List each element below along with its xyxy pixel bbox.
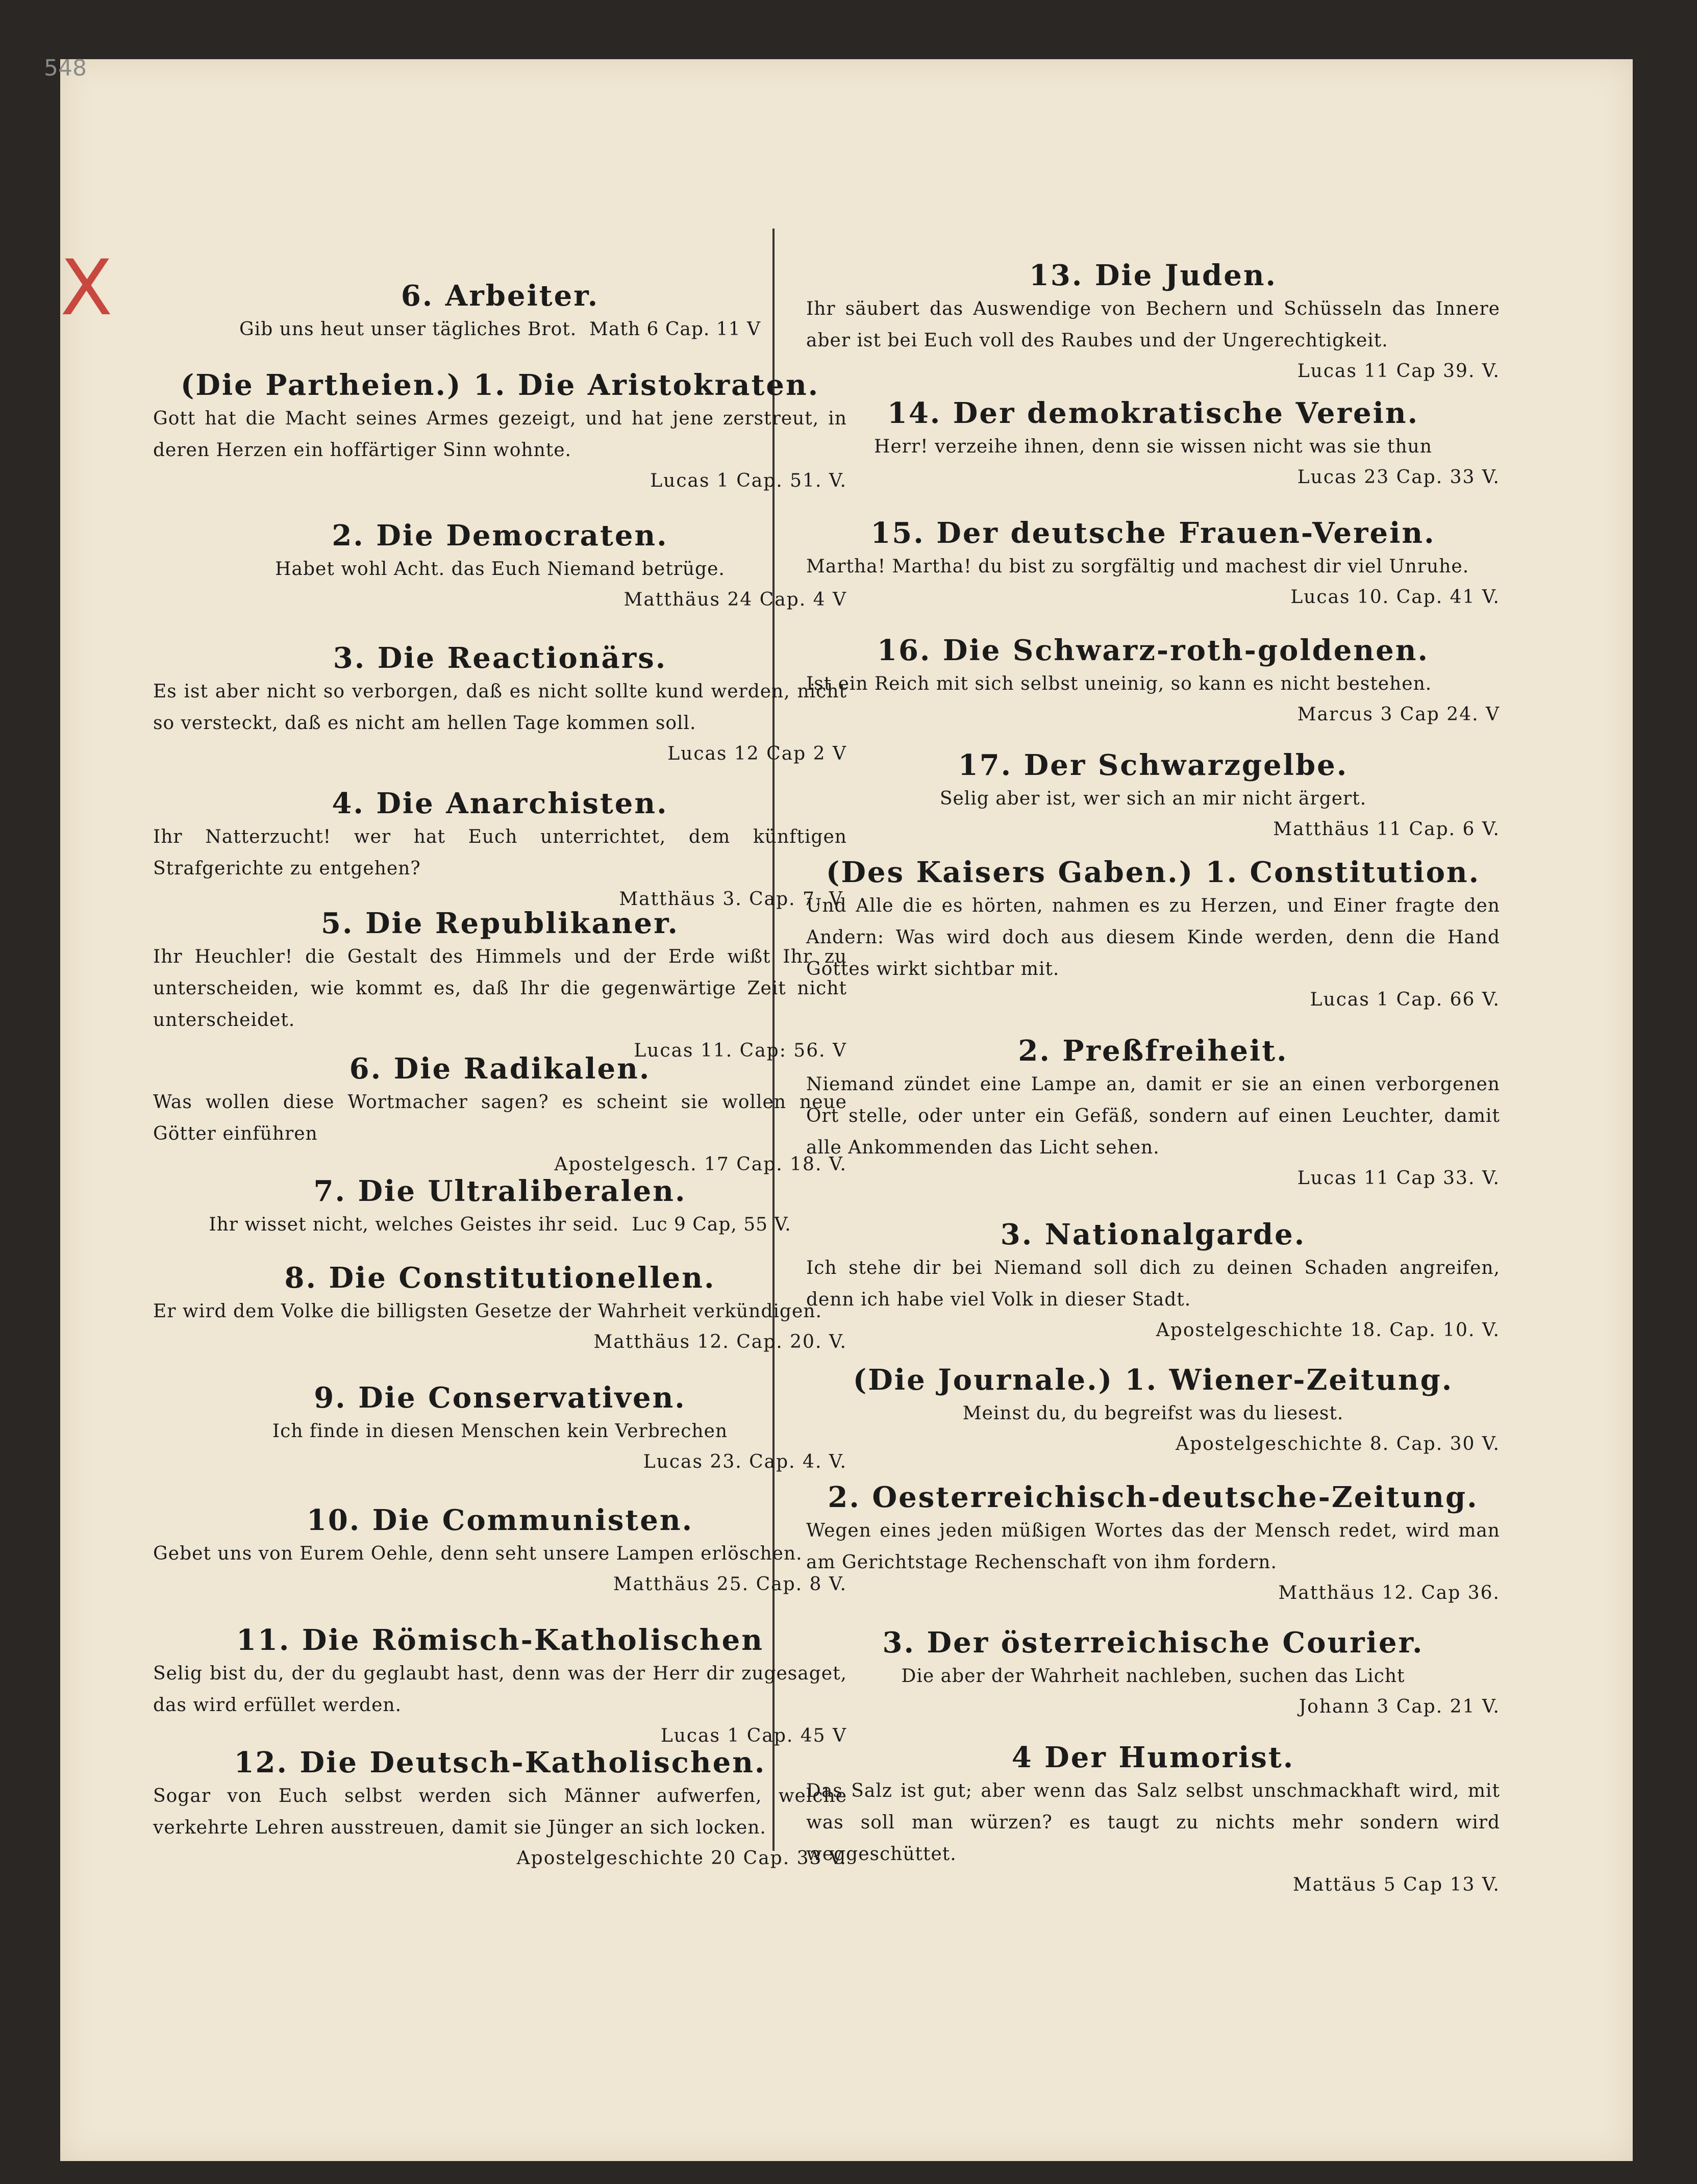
entry-text: Sogar von Euch selbst werden sich Männer aufwerfen, welche verkehrte Lehren ausstreuen, damit sie Jünger an sich locken. xyxy=(153,1786,847,1838)
entry-reference: Apostelgeschichte 8. Cap. 30 V. xyxy=(1176,1434,1500,1454)
entry-heading: 14. Der demokratische Verein. xyxy=(887,396,1419,430)
entry-reference: Lucas 1 Cap. 45 V xyxy=(660,1725,847,1746)
entry-reference: Matthäus 25. Cap. 8 V. xyxy=(613,1574,847,1595)
entry-reference: Marcus 3 Cap 24. V xyxy=(1297,704,1500,725)
entry-radikalen xyxy=(153,1051,847,1179)
entry-constitution xyxy=(806,855,1500,1015)
entry-heading: 6. Arbeiter. xyxy=(401,279,600,313)
entry-reference: Lucas 11 Cap 33. V. xyxy=(1297,1168,1500,1189)
entry-reference: Lucas 11 Cap 39. V. xyxy=(1297,361,1500,382)
entry-text: Ihr wisset nicht, welches Geistes ihr seid. xyxy=(209,1214,619,1235)
entry-reference: Matthäus 11 Cap. 6 V. xyxy=(1273,819,1500,840)
entry-reference: Lucas 10. Cap. 41 V. xyxy=(1290,587,1500,608)
entry-reference: Johann 3 Cap. 21 V. xyxy=(1299,1696,1500,1717)
entry-frauen-verein xyxy=(806,515,1500,612)
entry-reference: Apostelgeschichte 20 Cap. 33 V. xyxy=(516,1848,847,1869)
entry-anarchisten xyxy=(153,786,847,914)
entry-heading: 2. Oesterreichisch-deutsche-Zeitung. xyxy=(828,1480,1479,1514)
entry-text: Es ist aber nicht so verborgen, daß es nicht sollte kund werden, nicht so versteckt, daß es nicht am hellen Tage kommen soll. xyxy=(153,681,847,734)
entry-text: Er wird dem Volke die billigsten Gesetze der Wahrheit verkündigen. xyxy=(153,1301,822,1322)
entry-reference: Matthäus 3. Cap. 7. V. xyxy=(619,889,847,910)
entry-oesterreichisch-deutsche-zeitung xyxy=(806,1479,1500,1608)
entry-democraten xyxy=(153,518,847,615)
entry-text: Gott hat die Macht seines Armes gezeigt, und hat jene zerstreut, in deren Herzen ein hoffärtiger Sinn wohnte. xyxy=(153,408,847,461)
entry-heading: 10. Die Communisten. xyxy=(306,1503,694,1537)
entry-text: Was wollen diese Wortmacher sagen? es scheint sie wollen neue Götter einführen xyxy=(153,1092,847,1144)
entry-heading: 9. Die Conservativen. xyxy=(314,1381,686,1415)
entry-heading: 15. Der deutsche Frauen-Verein. xyxy=(870,516,1436,550)
entry-heading: 16. Die Schwarz-roth-goldenen. xyxy=(877,634,1429,667)
entry-ultraliberalen xyxy=(153,1173,847,1241)
entry-text: Ihr Natterzucht! wer hat Euch unterrichtet, dem künftigen Strafgerichte zu entgehen? xyxy=(153,826,847,879)
entry-text: Selig aber ist, wer sich an mir nicht ärgert. xyxy=(939,788,1367,809)
entry-text: Niemand zündet eine Lampe an, damit er sie an einen verborgenen Ort stelle, oder unter ein Gefäß, sondern auf einen Leuchter, damit alle Ankommenden das Licht sehen. xyxy=(806,1074,1500,1158)
entry-nationalgarde xyxy=(806,1217,1500,1345)
entry-conservativen xyxy=(153,1380,847,1477)
entry-demokratischer-verein xyxy=(806,395,1500,492)
entry-heading: 3. Die Reactionärs. xyxy=(333,641,667,675)
entry-reactionaers xyxy=(153,640,847,769)
entry-juden xyxy=(806,258,1500,386)
entry-constitutionellen xyxy=(153,1260,847,1357)
entry-heading: 13. Die Juden. xyxy=(1029,259,1278,292)
entry-text: Habet wohl Acht. das Euch Niemand betrüge. xyxy=(275,559,725,580)
entry-text: Ist ein Reich mit sich selbst uneinig, so kann es nicht bestehen. xyxy=(806,673,1432,694)
entry-reference: Matthäus 24 Cap. 4 V xyxy=(623,589,847,610)
entry-text: Herr! verzeihe ihnen, denn sie wissen nicht was sie thun xyxy=(874,436,1432,457)
entry-heading: 7. Die Ultraliberalen. xyxy=(313,1174,687,1208)
entry-text: Ihr säubert das Auswendige von Bechern und Schüsseln das Innere aber ist bei Euch voll des Raubes und der Ungerechtigkeit. xyxy=(806,298,1500,351)
entry-aristokraten xyxy=(153,367,847,496)
entry-reference: Lucas 23 Cap. 33 V. xyxy=(1297,467,1500,488)
entry-oesterreichische-courier xyxy=(806,1625,1500,1722)
entry-schwarzgelbe xyxy=(806,747,1500,844)
entry-text: Das Salz ist gut; aber wenn das Salz selbst unschmackhaft wird, mit was soll man würzen? es taugt zu nichts mehr sondern wird weggeschüttet. xyxy=(806,1780,1500,1865)
entry-reference: Lucas 1 Cap. 51. V. xyxy=(650,470,847,491)
entry-pressfreiheit xyxy=(806,1033,1500,1193)
entry-heading: 4 Der Humorist. xyxy=(1011,1741,1295,1774)
entry-heading: 4. Die Anarchisten. xyxy=(332,787,668,820)
entry-text: Selig bist du, der du geglaubt hast, denn was der Herr dir zugesaget, das wird erfüllet werden. xyxy=(153,1663,847,1716)
entry-heading: (Des Kaisers Gaben.) 1. Constitution. xyxy=(826,856,1481,889)
entry-republikaner xyxy=(153,906,847,1066)
entry-text: Martha! Martha! du bist zu sorgfältig und machest dir viel Unruhe. xyxy=(806,556,1469,577)
entry-reference: Mattäus 5 Cap 13 V. xyxy=(1292,1874,1500,1895)
entry-text: Meinst du, du begreifst was du liesest. xyxy=(962,1403,1344,1424)
entry-reference: Lucas 11. Cap: 56. V xyxy=(634,1040,847,1061)
entry-text: Ihr Heuchler! die Gestalt des Himmels und der Erde wißt Ihr zu unterscheiden, wie kommt es, daß Ihr die gegenwärtige Zeit nicht unterscheidet. xyxy=(153,946,847,1031)
entry-heading: 11. Die Römisch-Katholischen xyxy=(236,1623,764,1657)
entry-communisten xyxy=(153,1502,847,1599)
entry-schwarz-roth-goldenen xyxy=(806,633,1500,730)
archive-number: 548 xyxy=(44,55,87,81)
entry-heading: 5. Die Republikaner. xyxy=(321,907,679,940)
entry-text: Gib uns heut unser tägliches Brot. xyxy=(239,319,577,340)
entry-heading: (Die Journale.) 1. Wiener-Zeitung. xyxy=(853,1363,1454,1397)
entry-text: Und Alle die es hörten, nahmen es zu Herzen, und Einer fragte den Andern: Was wird doch aus diesem Kinde werden, denn die Hand Gottes wirkt sichtbar mit. xyxy=(806,895,1500,980)
entry-heading: 17. Der Schwarzgelbe. xyxy=(958,748,1349,782)
entry-reference: Apostelgeschichte 18. Cap. 10. V. xyxy=(1156,1320,1500,1341)
entry-heading: 2. Preßfreiheit. xyxy=(1018,1034,1288,1068)
entry-reference: Luc 9 Cap, 55 V. xyxy=(632,1214,791,1235)
entry-text: Die aber der Wahrheit nachleben, suchen das Licht xyxy=(901,1666,1405,1687)
entry-text: Ich finde in diesen Menschen kein Verbrechen xyxy=(272,1421,728,1442)
entry-humorist xyxy=(806,1740,1500,1900)
entry-text: Gebet uns von Eurem Oehle, denn seht unsere Lampen erlöschen. xyxy=(153,1543,803,1564)
entry-roemisch-katholischen xyxy=(153,1622,847,1751)
entry-reference: Math 6 Cap. 11 V xyxy=(589,319,761,340)
entry-reference: Lucas 12 Cap 2 V xyxy=(667,743,847,764)
entry-deutsch-katholischen xyxy=(153,1745,847,1873)
entry-reference: Apostelgesch. 17 Cap. 18. V. xyxy=(554,1154,847,1175)
entry-reference: Lucas 23. Cap. 4. V. xyxy=(643,1451,847,1472)
entry-wiener-zeitung xyxy=(806,1362,1500,1459)
entry-heading: 3. Der österreichische Courier. xyxy=(882,1626,1424,1660)
entry-heading: 3. Nationalgarde. xyxy=(1000,1218,1306,1251)
entry-heading: 8. Die Constitutionellen. xyxy=(284,1261,716,1295)
entry-text: Wegen eines jeden müßigen Wortes das der Mensch redet, wird man am Gerichtstage Rechenschaft von ihm fordern. xyxy=(806,1520,1500,1573)
entry-reference: Matthäus 12. Cap. 20. V. xyxy=(593,1332,847,1352)
entry-reference: Lucas 1 Cap. 66 V. xyxy=(1310,989,1500,1010)
entry-arbeiter xyxy=(153,278,847,345)
entry-heading: (Die Partheien.) 1. Die Aristokraten. xyxy=(180,368,820,402)
entry-heading: 6. Die Radikalen. xyxy=(349,1052,651,1086)
entry-heading: 2. Die Democraten. xyxy=(332,519,668,553)
red-cross-mark: X xyxy=(60,244,113,333)
entry-reference: Matthäus 12. Cap 36. xyxy=(1278,1583,1500,1603)
entry-heading: 12. Die Deutsch-Katholischen. xyxy=(234,1746,766,1779)
entry-text: Ich stehe dir bei Niemand soll dich zu deinen Schaden angreifen, denn ich habe viel Volk in dieser Stadt. xyxy=(806,1258,1500,1310)
